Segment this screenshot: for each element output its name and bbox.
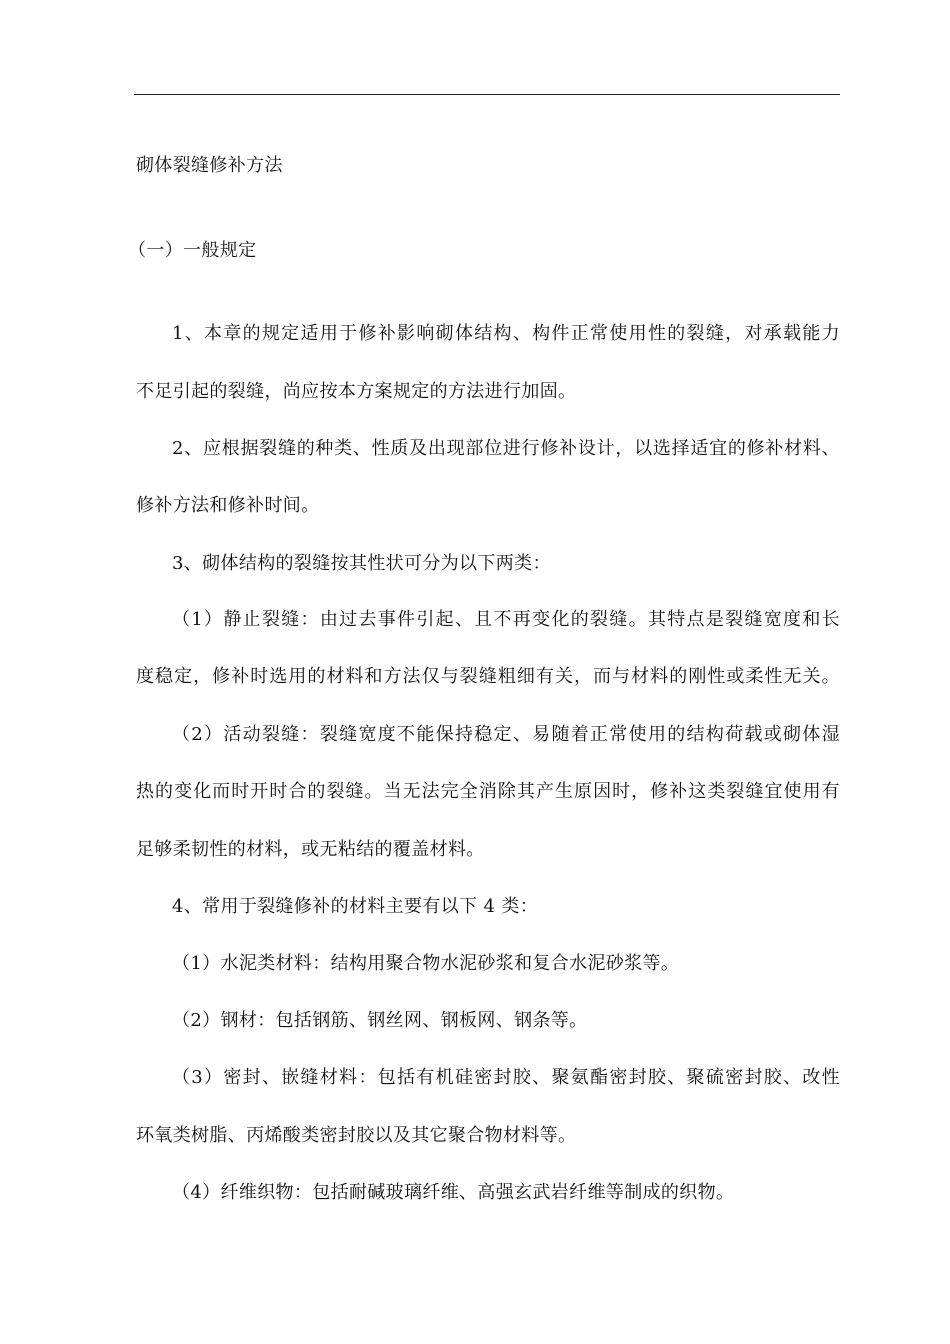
paragraph-line: 1、本章的规定适用于修补影响砌体结构、构件正常使用性的裂缝，对承载能力 <box>172 323 840 344</box>
paragraph-line: （4）纤维织物：包括耐碱玻璃纤维、高强玄武岩纤维等制成的织物。 <box>172 1182 735 1203</box>
paragraph-line: 度稳定，修补时选用的材料和方法仅与裂缝粗细有关，而与材料的刚性或柔性无关。 <box>136 666 840 687</box>
paragraph-line: （1）静止裂缝：由过去事件引起、且不再变化的裂缝。其特点是裂缝宽度和长 <box>172 609 840 630</box>
paragraph-line: 足够柔韧性的材料，或无粘结的覆盖材料。 <box>136 839 485 860</box>
paragraph-line: 不足引起的裂缝，尚应按本方案规定的方法进行加固。 <box>136 381 577 402</box>
paragraph-line: （2）钢材：包括钢筋、钢丝网、钢板网、钢条等。 <box>172 1010 588 1031</box>
paragraph-line: 修补方法和修补时间。 <box>136 495 320 516</box>
paragraph-line: 2、应根据裂缝的种类、性质及出现部位进行修补设计，以选择适宜的修补材料、 <box>172 438 840 459</box>
section-heading: （一）一般规定 <box>128 240 257 261</box>
paragraph-line: 环氧类树脂、丙烯酸类密封胶以及其它聚合物材料等。 <box>136 1125 577 1146</box>
paragraph-line: 4、常用于裂缝修补的材料主要有以下 4 类： <box>172 896 539 917</box>
paragraph-line: （3）密封、嵌缝材料：包括有机硅密封胶、聚氨酯密封胶、聚硫密封胶、改性 <box>172 1067 840 1088</box>
paragraph-line: 热的变化而时开时合的裂缝。当无法完全消除其产生原因时，修补这类裂缝宜使用有 <box>136 781 840 802</box>
document-title: 砌体裂缝修补方法 <box>136 155 283 176</box>
paragraph-line: 3、砌体结构的裂缝按其性状可分为以下两类： <box>172 553 551 574</box>
header-rule <box>134 94 840 95</box>
paragraph-line: （1）水泥类材料：结构用聚合物水泥砂浆和复合水泥砂浆等。 <box>172 953 680 974</box>
paragraph-line: （2）活动裂缝：裂缝宽度不能保持稳定、易随着正常使用的结构荷载或砌体湿 <box>172 724 840 745</box>
